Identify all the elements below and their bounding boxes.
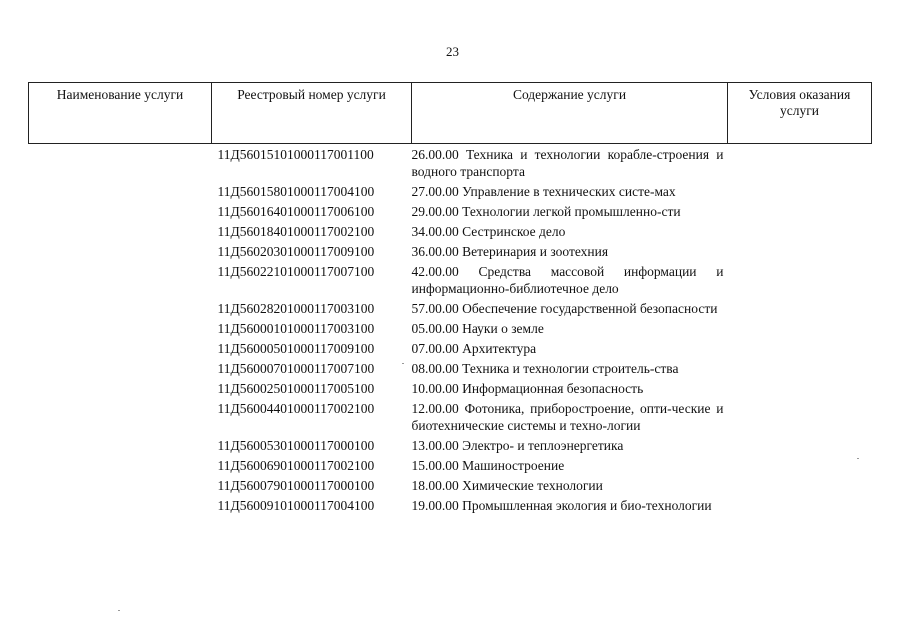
page-number: 23: [446, 44, 459, 59]
cell-registry-number: 11Д56000701000117007100: [217, 361, 375, 376]
cell-service-name: [29, 457, 212, 477]
cell-service-content: 15.00.00 Машиностроение: [411, 458, 565, 473]
cell-service-name: [29, 477, 212, 497]
cell-service-name: [29, 263, 212, 300]
cell-service-conditions: [728, 320, 872, 340]
cell-service-name: [29, 183, 212, 203]
scan-speck: [857, 458, 859, 459]
cell-service-content: 13.00.00 Электро- и теплоэнергетика: [411, 438, 624, 453]
cell-registry-number: 11Д56000101000117003100: [217, 321, 375, 336]
table-row: [29, 400, 872, 437]
cell-service-name: [29, 497, 212, 517]
cell-service-content: 18.00.00 Химические технологии: [411, 478, 603, 493]
cell-registry-number: 11Д56000501000117009100: [217, 341, 375, 356]
table-row: [29, 183, 872, 203]
table-row: [29, 223, 872, 243]
header-service-conditions: Условия оказания услуги: [728, 83, 872, 144]
cell-service-conditions: [728, 380, 872, 400]
cell-service-name: [29, 340, 212, 360]
cell-service-conditions: [728, 300, 872, 320]
table-row: [29, 340, 872, 360]
cell-service-conditions: [728, 457, 872, 477]
cell-registry-number: 11Д56007901000117000100: [217, 478, 375, 493]
cell-registry-number: 11Д56022101000117007100: [217, 264, 375, 279]
table-row: [29, 320, 872, 340]
cell-service-content: 34.00.00 Сестринское дело: [411, 224, 566, 239]
table-row: [29, 203, 872, 223]
cell-service-name: [29, 437, 212, 457]
services-table: [28, 82, 872, 517]
cell-service-content: 19.00.00 Промышленная экология и био-технологии: [411, 498, 712, 513]
cell-service-content: 29.00.00 Технологии легкой промышленно-сти: [411, 204, 681, 219]
cell-service-conditions: [728, 360, 872, 380]
cell-service-conditions: [728, 477, 872, 497]
cell-service-content: 05.00.00 Науки о земле: [411, 321, 544, 336]
cell-registry-number: 11Д56020301000117009100: [217, 244, 375, 259]
cell-service-conditions: [728, 243, 872, 263]
cell-service-content: 12.00.00 Фотоника, приборостроение, опти-ческие и биотехнические системы и техно-логии: [411, 401, 724, 433]
cell-service-name: [29, 320, 212, 340]
header-service-content: Содержание услуги: [412, 83, 728, 144]
cell-service-name: [29, 203, 212, 223]
cell-service-conditions: [728, 203, 872, 223]
cell-service-conditions: [728, 263, 872, 300]
cell-service-conditions: [728, 144, 872, 184]
cell-service-content: 10.00.00 Информационная безопасность: [411, 381, 644, 396]
cell-service-conditions: [728, 497, 872, 517]
cell-service-name: [29, 360, 212, 380]
cell-service-name: [29, 300, 212, 320]
table-row: [29, 437, 872, 457]
table-row: [29, 457, 872, 477]
cell-service-name: [29, 400, 212, 437]
header-service-name: Наименование услуги: [29, 83, 212, 144]
cell-service-content: 27.00.00 Управление в технических систе-мах: [411, 184, 676, 199]
table-row: [29, 300, 872, 320]
cell-registry-number: 11Д56002501000117005100: [217, 381, 375, 396]
table-row: [29, 497, 872, 517]
table-body: [29, 144, 872, 518]
cell-registry-number: 11Д56016401000117006100: [217, 204, 375, 219]
cell-registry-number: 11Д56018401000117002100: [217, 224, 375, 239]
table-row: [29, 144, 872, 184]
cell-service-conditions: [728, 223, 872, 243]
cell-service-conditions: [728, 183, 872, 203]
cell-service-name: [29, 144, 212, 184]
cell-service-content: 42.00.00 Средства массовой информации и информационно-библиотечное дело: [411, 264, 724, 296]
cell-registry-number: 11Д56009101000117004100: [217, 498, 375, 513]
table-row: [29, 243, 872, 263]
cell-service-name: [29, 243, 212, 263]
cell-service-conditions: [728, 437, 872, 457]
cell-service-content: 08.00.00 Техника и технологии строитель-ства: [411, 361, 679, 376]
cell-registry-number: 11Д56005301000117000100: [217, 438, 375, 453]
cell-registry-number: 11Д56015801000117004100: [217, 184, 375, 199]
scan-speck: [118, 610, 120, 611]
cell-service-content: 57.00.00 Обеспечение государственной безопасности: [411, 301, 718, 316]
table-row: [29, 360, 872, 380]
cell-service-content: 36.00.00 Ветеринария и зоотехния: [411, 244, 609, 259]
table-row: [29, 263, 872, 300]
cell-service-content: 26.00.00 Техника и технологии корабле-строения и водного транспорта: [411, 147, 724, 179]
cell-service-conditions: [728, 340, 872, 360]
cell-registry-number: 11Д56006901000117002100: [217, 458, 375, 473]
table-row: [29, 477, 872, 497]
cell-service-name: [29, 380, 212, 400]
cell-registry-number: 11Д56028201000117003100: [217, 301, 375, 316]
header-registry-number: Реестровый номер услуги: [212, 83, 412, 144]
cell-service-content: 07.00.00 Архитектура: [411, 341, 537, 356]
table-header: [29, 83, 872, 144]
cell-registry-number: 11Д56015101000117001100: [217, 147, 374, 162]
scan-speck: [402, 363, 404, 364]
cell-registry-number: 11Д56004401000117002100: [217, 401, 375, 416]
cell-service-conditions: [728, 400, 872, 437]
table-row: [29, 380, 872, 400]
cell-service-name: [29, 223, 212, 243]
